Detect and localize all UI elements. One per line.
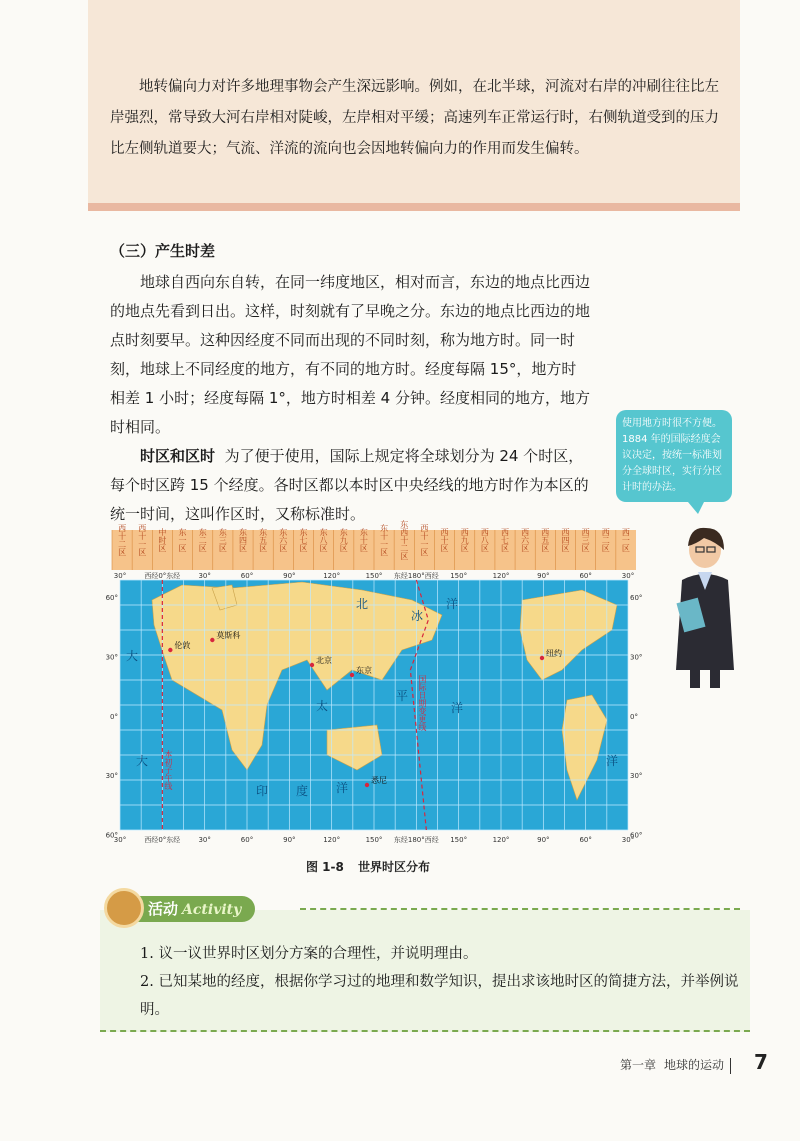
city-dot [168,648,172,652]
zone-label: 东八区 [319,528,329,552]
city-label: 东京 [356,666,372,675]
ocean-label: 洋 [335,781,349,795]
lon-label-bottom: 150° [450,836,468,844]
lat-label-right: 0° [630,712,638,721]
lon-label-bottom: 120° [323,836,341,844]
ocean-label: 太 [315,699,329,713]
ocean-label: 洋 [445,597,459,611]
note-text: 地转偏向力对许多地理事物会产生深远影响。例如，在北半球，河流对右岸的冲刷往往比左岸强烈，常导致大河右岸相对陡峻，左岸相对平缓；高速列车正常运行时，右侧轨道受到的压力比左侧轨道要大；气流、洋流的流向也会因地转偏向力的作用而发生偏转。 [110,79,719,157]
zone-label: 西十区 [440,528,450,552]
zone-label: 西十一区 [419,524,429,556]
city-label: 悉尼 [371,776,387,785]
lon-label-top: 西经0°东经 [144,572,181,580]
zone-label: 东二区 [198,528,208,552]
prime-meridian-label: 本初子午线 [163,750,173,790]
lon-label-bottom: 90° [537,836,550,844]
zone-label: 东三区 [218,528,228,552]
callout-bubble: 使用地方时很不方便。1884 年的国际经度会议决定，按统一标准划分全球时区，实行分区计时的办法。 [616,410,732,502]
ocean-label: 印 [255,784,269,798]
lon-label-top: 120° [323,572,341,580]
activity-dash-line [300,908,740,910]
lon-label-top: 150° [450,572,468,580]
footer-separator [730,1058,731,1074]
lon-label-bottom: 30° [113,836,127,844]
city-dot [310,663,314,667]
ocean-label: 冰 [410,609,424,623]
zone-label: 东五区 [258,528,268,552]
activity-item-1: 1. 议一议世界时区划分方案的合理性，并说明理由。 [140,946,478,962]
lon-label-bottom: 150° [365,836,383,844]
page-number: 7 [754,1050,768,1074]
ocean-label: 平 [395,689,409,703]
city-label: 纽约 [546,649,562,658]
lon-label-top: 东经180°西经 [393,572,439,580]
paragraph-2 [110,442,590,529]
lon-label-top: 90° [283,572,296,580]
zone-label: 东一区 [178,528,188,552]
lon-label-top: 90° [537,572,550,580]
city-dot [350,673,354,677]
zone-label: 中时区 [157,528,167,552]
lon-label-bottom: 60° [240,836,254,844]
date-line-label: 国际日期变更线 [417,675,427,731]
time-zone-map [105,520,643,848]
paragraph-2-text: 为了便于使用，国际上规定将全球划分为 24 个时区，每个时区跨 15 个经度。各时区都以本时区中央经线的地方时作为本区的统一时间，这叫作区时，又称标准时。 [110,447,589,523]
lon-label-top: 60° [240,572,254,580]
figure-title: 世界时区分布 [358,860,431,874]
lon-label-top: 30° [113,572,127,580]
lon-label-top: 120° [492,572,510,580]
lon-label-top: 60° [579,572,592,580]
lon-label-bottom: 120° [492,836,510,844]
zone-label: 东七区 [298,528,308,552]
lat-label-right: 30° [630,653,643,662]
lat-label-right: 30° [630,772,643,781]
lat-label-left: 60° [105,594,118,602]
lon-label-top: 30° [198,572,211,580]
ocean-label: 大 [125,649,139,663]
paragraph-1: 地球自西向东自转，在同一纬度地区，相对而言，东边的地点比西边的地点先看到日出。这样，时刻就有了早晚之分。东边的地点比西边的地点时刻要早。这种因经度不同而出现的不同时刻，称为地方时。同一时刻，地球上不同经度的地方，有不同的地方时。经度每隔 15°，地方时相差 1 小时；经度每隔 1°，地方时相差 4 分钟。经度相同的地方，地方时相同。 [110,273,591,436]
zone-label: 东西十二区 [399,520,409,560]
zone-label: 东十一区 [379,524,389,556]
lon-label-bottom: 西经0°东经 [144,836,181,844]
zone-label: 西一区 [621,528,631,552]
zone-label: 东六区 [278,528,288,552]
ocean-label: 北 [355,597,369,611]
zone-label: 西三区 [581,528,591,552]
lon-label-bottom: 60° [579,836,592,844]
zone-label: 西六区 [520,528,530,552]
zone-label: 西九区 [460,528,470,552]
activity-label-en: Activity [182,902,242,918]
lat-label-right: 60° [630,831,643,840]
lon-label-bottom: 30° [621,836,635,844]
figure-caption [306,858,430,875]
chapter-number: 第一章 [620,1058,657,1072]
city-label: 莫斯科 [216,631,241,640]
lat-label-left: 60° [105,831,118,840]
chapter-title: 地球的运动 [664,1058,725,1072]
time-zone-map-svg [105,520,643,848]
city-dot [365,783,369,787]
zone-label: 西七区 [500,528,510,552]
lon-label-bottom: 东经180°西经 [393,836,439,844]
activity-label: 活动 [148,900,179,918]
zone-label: 东四区 [238,528,248,552]
city-label: 北京 [316,656,332,665]
activity-item-2: 2. 已知某地的经度，根据你学习过的地理和数学知识，提出求该地时区的简捷方法，并举例说明。 [140,974,739,1018]
zone-label: 西二区 [601,528,611,552]
figure-label: 图 1-8 [306,860,344,874]
note-box [88,0,740,205]
ocean-label: 大 [135,754,149,768]
page-footer [620,1056,737,1074]
zone-label: 西八区 [480,528,490,552]
lon-label-bottom: 90° [283,836,296,844]
zone-label: 东十区 [359,528,369,552]
lat-label-left: 30° [105,772,118,781]
teacher-illustration [660,520,750,690]
zone-label: 西十二区 [117,524,127,556]
ocean-label: 洋 [450,701,464,715]
city-label: 伦敦 [174,641,191,650]
ocean-label: 度 [295,784,309,798]
section-heading: （三）产生时差 [110,242,216,260]
lon-label-top: 30° [621,572,635,580]
zone-label: 西十一区 [137,524,147,556]
leaf-icon [104,888,144,928]
lat-label-left: 30° [105,653,118,662]
lon-label-bottom: 30° [198,836,211,844]
note-divider [88,203,740,211]
lon-label-top: 150° [365,572,383,580]
lat-label-left: 0° [110,712,118,721]
zone-label: 西五区 [540,528,550,552]
ocean-label: 洋 [605,754,619,768]
lat-label-right: 60° [630,594,643,602]
zone-label: 东九区 [339,528,349,552]
body-text [110,268,590,529]
city-dot [210,638,214,642]
activity-items [140,940,740,1024]
term-label: 时区和区时 [140,447,216,465]
activity-box [100,886,750,1046]
city-dot [540,656,544,660]
zone-label: 西四区 [560,528,570,552]
